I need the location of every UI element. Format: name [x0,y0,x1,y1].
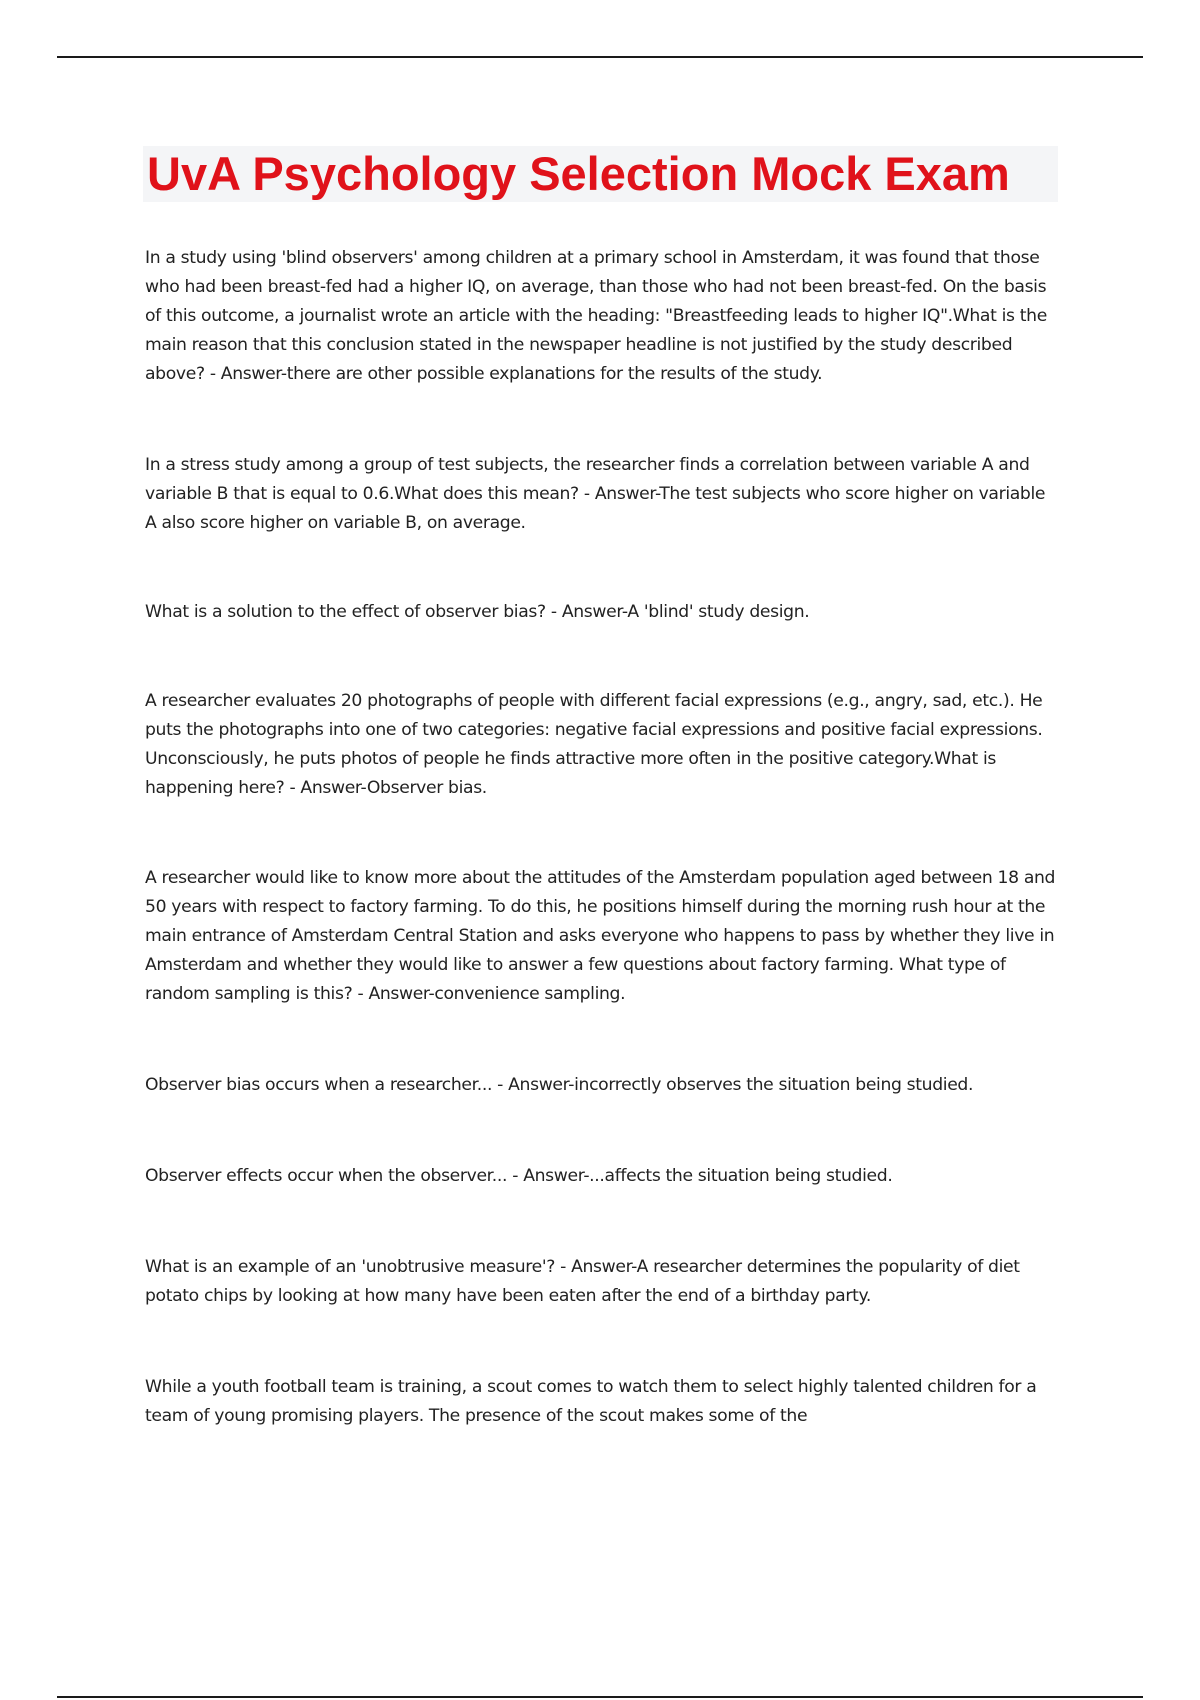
qa-item: A researcher would like to know more about the attitudes of the Amsterdam population aged between 18 and 50 years with respect to factory farming. To do this, he positions himself during the morning rush hour at the main entrance of Amsterdam Central Station and asks everyone who happens to pass by whether they live in Amsterdam and whether they would like to answer a few questions about factory farming. What type of random sampling is this? - Answer-convenience sampling. [145,868,1056,1004]
qa-item: Observer bias occurs when a researcher... - Answer-incorrectly observes the situation being studied. [145,1075,974,1095]
bottom-rule [57,1696,1143,1698]
qa-item: In a stress study among a group of test subjects, the researcher finds a correlation between variable A and variable B that is equal to 0.6.What does this mean? - Answer-The test subjects who score higher on variable A also score higher on variable B, on average. [145,455,1046,533]
page-title: UvA Psychology Selection Mock Exam [147,147,1010,200]
qa-item: Observer effects occur when the observer... - Answer-...affects the situation being studied. [145,1166,893,1186]
qa-item: What is a solution to the effect of observer bias? - Answer-A 'blind' study design. [145,602,810,622]
qa-item: A researcher evaluates 20 photographs of people with different facial expressions (e.g., angry, sad, etc.). He puts the photographs into one of two categories: negative facial expressions and positive facial expressions. Unconsciously, he puts photos of people he finds attractive more often in the positive category.What is happening here? - Answer-Observer bias. [145,691,1043,798]
qa-item: What is an example of an 'unobtrusive measure'? - Answer-A researcher determines the popularity of diet potato chips by looking at how many have been eaten after the end of a birthday party. [145,1257,1020,1306]
title-banner [143,146,1058,202]
qa-item: In a study using 'blind observers' among children at a primary school in Amsterdam, it was found that those who had been breast-fed had a higher IQ, on average, than those who had not been breast-fed. On the basis of this outcome, a journalist wrote an article with the heading: "Breastfeeding leads to higher IQ".What is the main reason that this conclusion stated in the newspaper headline is not justified by the study described above? - Answer-there are other possible explanations for the results of the study. [145,248,1047,384]
qa-content [145,244,1060,1431]
qa-item: While a youth football team is training, a scout comes to watch them to select highly talented children for a team of young promising players. The presence of the scout makes some of the [145,1377,1037,1426]
top-rule [57,56,1143,58]
